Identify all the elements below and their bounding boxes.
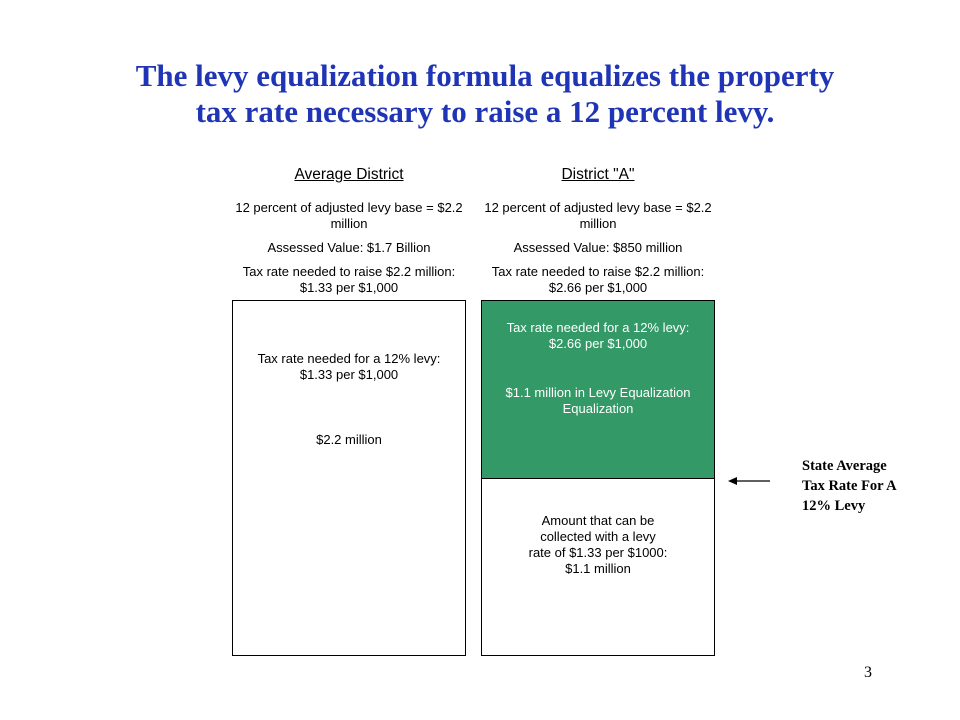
average-box-rate-line-2: $1.33 per $1,000	[299, 367, 399, 382]
district-a-column	[473, 166, 723, 304]
district-a-tax-rate	[473, 264, 723, 296]
collectable-amount	[482, 513, 714, 577]
district-a-tax-rate-line-1: Tax rate needed to raise $2.2 million:	[491, 264, 705, 279]
average-tax-rate-line-2: $1.33 per $1,000	[299, 280, 399, 295]
collectable-amount-line-1: Amount that can be	[541, 513, 655, 528]
district-a-levy-base-line-1: 12 percent of adjusted levy base = $2.2	[484, 200, 712, 215]
average-levy-base-line-2: million	[330, 216, 368, 231]
collectable-amount-line-4: $1.1 million	[565, 561, 631, 576]
average-tax-rate-line-1: Tax rate needed to raise $2.2 million:	[242, 264, 456, 279]
page-number: 3	[864, 664, 872, 681]
left-arrow-icon	[728, 474, 770, 488]
average-levy-base	[224, 200, 474, 232]
district-a-box	[481, 300, 715, 656]
average-box-rate-line-1: Tax rate needed for a 12% levy:	[257, 351, 441, 366]
average-box-rate	[233, 351, 465, 383]
district-a-tax-rate-line-2: $2.66 per $1,000	[548, 280, 648, 295]
state-average-note-line-2: Tax Rate For A	[802, 478, 897, 494]
average-assessed-value: Assessed Value: $1.7 Billion	[267, 240, 431, 255]
title-line-2: tax rate necessary to raise a 12 percent levy.	[195, 94, 775, 129]
average-box-amount: $2.2 million	[316, 432, 382, 447]
collectable-amount-line-2: collected with a levy	[540, 529, 656, 544]
district-a-box-rate-line-2: $2.66 per $1,000	[548, 336, 648, 351]
levy-equalization-amount	[482, 385, 714, 417]
slide-title	[60, 58, 910, 130]
title-line-1: The levy equalization formula equalizes the property	[135, 58, 835, 93]
district-a-heading: District "A"	[561, 166, 635, 183]
state-average-note	[802, 456, 942, 516]
district-a-box-rate	[482, 320, 714, 352]
average-district-box	[232, 300, 466, 656]
state-average-note-line-3: 12% Levy	[802, 498, 866, 514]
levy-equalization-block	[482, 301, 714, 479]
district-a-levy-base	[473, 200, 723, 232]
average-levy-base-line-1: 12 percent of adjusted levy base = $2.2	[235, 200, 463, 215]
levy-equalization-line-1: $1.1 million in Levy Equalization	[505, 385, 691, 400]
average-tax-rate	[224, 264, 474, 296]
average-district-column	[224, 166, 474, 304]
district-a-levy-base-line-2: million	[579, 216, 617, 231]
district-a-box-rate-line-1: Tax rate needed for a 12% levy:	[506, 320, 690, 335]
district-a-assessed-value: Assessed Value: $850 million	[513, 240, 683, 255]
state-average-note-line-1: State Average	[802, 458, 887, 474]
collectable-amount-line-3: rate of $1.33 per $1000:	[528, 545, 668, 560]
average-district-heading: Average District	[294, 166, 404, 183]
levy-equalization-line-2: Equalization	[562, 401, 634, 416]
